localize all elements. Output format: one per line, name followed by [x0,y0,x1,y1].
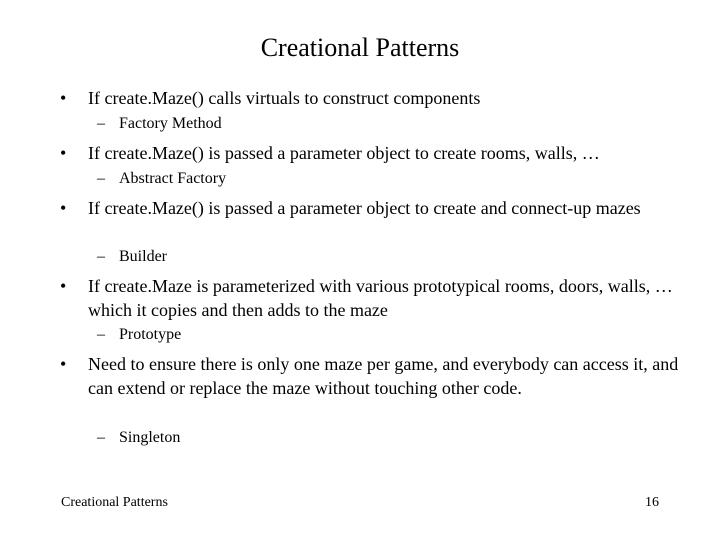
sub-item [97,325,657,345]
sub-item [97,114,657,134]
slide-title: Creational Patterns [260,33,460,62]
dash-marker: – [97,429,105,446]
bullet-item [60,274,680,322]
bullet-item [60,86,680,110]
sub-item [97,169,657,189]
dash-marker: – [97,248,105,265]
bullet-marker: • [60,143,67,163]
bullet-text: If create.Maze is parameterized with various prototypical rooms, doors, walls, … which it copies and then adds to the maze [88,276,673,320]
sub-item-text: Builder [119,248,167,265]
bullet-text: If create.Maze() is passed a parameter object to create rooms, walls, … [88,143,600,163]
dash-marker: – [97,326,105,343]
bullet-text: If create.Maze() is passed a parameter object to create and connect-up mazes [88,198,641,218]
bullet-item [60,141,680,165]
footer-title: Creational Patterns [61,495,168,510]
sub-item-text: Factory Method [119,115,222,132]
bullet-marker: • [60,354,67,374]
sub-item [97,247,657,267]
sub-item-text: Prototype [119,326,182,343]
sub-item [97,428,657,448]
bullet-item [60,352,680,400]
bullet-item [60,196,680,220]
dash-marker: – [97,170,105,187]
bullet-text: If create.Maze() calls virtuals to construct components [88,88,481,108]
sub-item-text: Abstract Factory [119,170,227,187]
bullet-marker: • [60,198,67,218]
sub-item-text: Singleton [119,429,181,446]
bullet-marker: • [60,276,67,296]
bullet-marker: • [60,88,67,108]
bullet-text: Need to ensure there is only one maze per game, and everybody can access it, and can extend or replace the maze without touching other code. [88,354,679,398]
page-number: 16 [645,495,659,510]
dash-marker: – [97,115,105,132]
